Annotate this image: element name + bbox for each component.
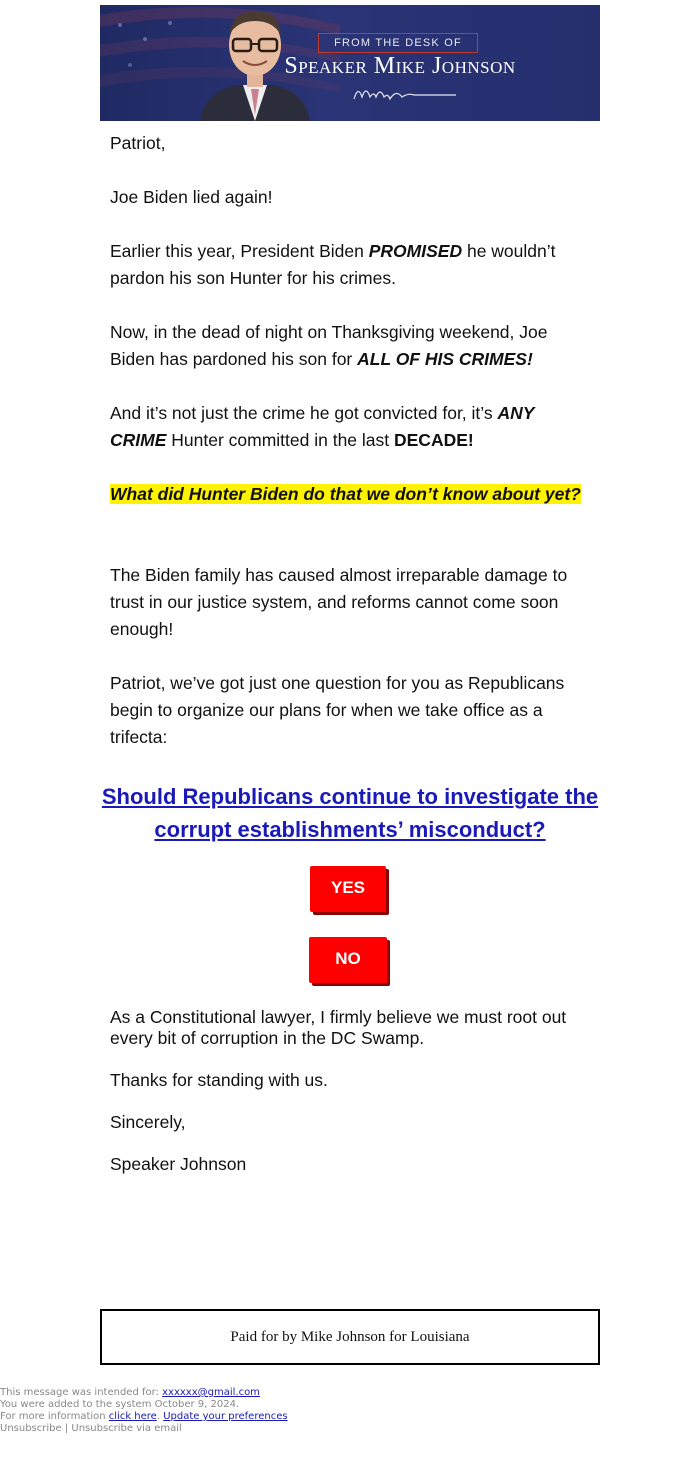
paragraph-constitutional: As a Constitutional lawyer, I firmly believe we must root out every bit of corruption in the DC Swamp.: [110, 1007, 567, 1048]
unsubscribe-email-link[interactable]: Unsubscribe via email: [71, 1423, 182, 1434]
emphasis-all-crimes: ALL OF HIS CRIMES!: [357, 349, 533, 369]
emphasis-any-crime: ANY CRIME: [110, 403, 535, 450]
emphasis-promised: PROMISED: [368, 241, 463, 261]
poll-question-link[interactable]: Should Republicans continue to investigate the corrupt establishments’ misconduct?: [101, 784, 599, 842]
highlighted-question: [110, 481, 590, 508]
click-here-link[interactable]: click here: [108, 1411, 157, 1422]
paragraph-pardoned: [110, 319, 590, 373]
from-desk-label: FROM THE DESK OF: [334, 37, 462, 49]
update-preferences-link[interactable]: Update your preferences: [163, 1411, 288, 1422]
email-footer: [0, 1387, 288, 1435]
paragraph-promised: [110, 238, 590, 292]
no-button[interactable]: NO: [309, 937, 387, 983]
yes-button[interactable]: YES: [310, 866, 386, 912]
text-segment: he wouldn’t pardon his son Hunter for his crimes.: [110, 241, 556, 288]
paragraph-damage: The Biden family has caused almost irreparable damage to trust in our justice system, and reforms cannot come soon enough!: [110, 565, 568, 639]
text-segment: And it’s not just the crime he got convicted for, it’s: [110, 403, 498, 423]
unsubscribe-link[interactable]: Unsubscribe: [0, 1423, 62, 1434]
footer-separator: |: [61, 1423, 72, 1434]
paragraph-thanks: Thanks for standing with us.: [110, 1070, 328, 1090]
footer-text: For more information: [0, 1411, 109, 1422]
header-banner: [100, 5, 600, 121]
footer-text: This message was intended for:: [0, 1387, 163, 1398]
paragraph-one-question: Patriot, we’ve got just one question for you as Republicans begin to organize our plans for when we take office as a trifecta:: [110, 673, 565, 747]
footer-text: .: [156, 1411, 164, 1422]
speaker-title: Speaker Mike Johnson: [284, 53, 516, 79]
text-segment: Now, in the dead of night on Thanksgiving weekend, Joe Biden has pardoned his son for: [110, 322, 548, 369]
signoff: Sincerely,: [110, 1112, 186, 1132]
footer-unsubscribe: [0, 1423, 288, 1435]
signature-graphic: [350, 81, 460, 105]
footer-added: You were added to the system October 9, 2024.: [0, 1399, 240, 1410]
paid-for-disclaimer: Paid for by Mike Johnson for Louisiana: [100, 1309, 600, 1365]
recipient-email-link[interactable]: xxxxxx@gmail.com: [162, 1387, 260, 1398]
text-segment: Hunter committed in the last: [166, 430, 394, 450]
signature-name: Speaker Johnson: [110, 1154, 247, 1174]
paragraph-any-crime: [110, 400, 590, 454]
footer-intended: [0, 1387, 288, 1399]
greeting: Patriot,: [110, 133, 166, 153]
paragraph-biden-lied: Joe Biden lied again!: [110, 187, 273, 207]
footer-more-info: [0, 1411, 288, 1423]
text-segment: Earlier this year, President Biden: [110, 241, 369, 261]
highlight-text: What did Hunter Biden do that we don’t know about yet?: [110, 484, 581, 504]
emphasis-decade: DECADE!: [394, 430, 474, 450]
